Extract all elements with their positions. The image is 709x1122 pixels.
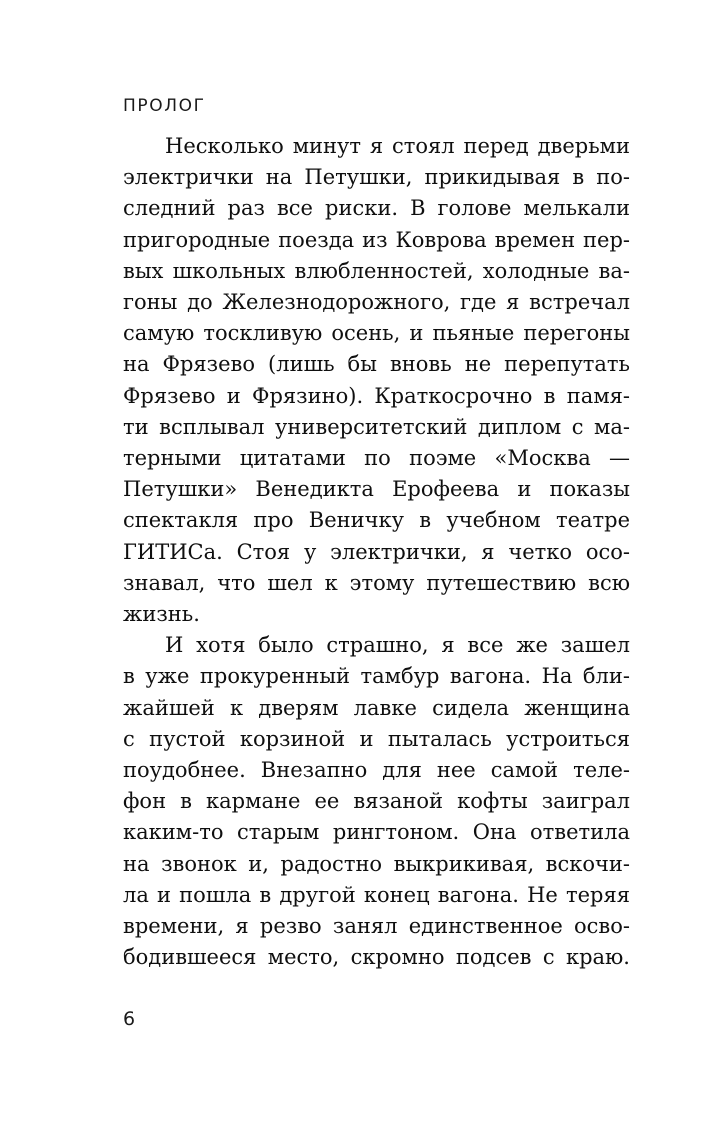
chapter-header: ПРОЛОГ xyxy=(123,96,206,116)
text-line: И хотя было страшно, я все же зашел xyxy=(165,633,630,658)
text-line: на звонок и, радостно выкрикивая, вскочи- xyxy=(123,851,630,876)
page-number: 6 xyxy=(123,1008,136,1030)
text-line: следний раз все риски. В голове мелькали xyxy=(123,196,630,221)
text-line: ГИТИСа. Стоя у электрички, я четко осо- xyxy=(123,539,630,564)
text-line: пригородные поезда из Коврова времен пер- xyxy=(123,227,630,252)
text-line: Фрязево и Фрязино). Краткосрочно в памя- xyxy=(123,383,630,408)
text-line: фон в кармане ее вязаной кофты заиграл xyxy=(123,789,630,814)
text-line: вых школьных влюбленностей, холодные ва- xyxy=(123,258,630,283)
paragraph xyxy=(123,131,630,630)
text-line: в уже прокуренный тамбур вагона. На бли- xyxy=(123,664,630,689)
text-line: спектакля про Веничку в учебном театре xyxy=(123,508,630,533)
text-line: терными цитатами по поэме «Москва — xyxy=(123,446,630,471)
text-line: жайшей к дверям лавке сидела женщина xyxy=(123,695,630,720)
text-line: времени, я резво занял единственное осво- xyxy=(123,914,630,939)
text-line: Петушки» Венедикта Ерофеева и показы xyxy=(123,477,630,502)
text-line: знавал, что шел к этому путешествию всю xyxy=(123,570,630,595)
text-line: поудобнее. Внезапно для нее самой теле- xyxy=(123,758,630,783)
text-line: ти всплывал университетский диплом с ма- xyxy=(123,414,630,439)
text-line: жизнь. xyxy=(123,602,200,627)
text-line: Несколько минут я стоял перед дверьми xyxy=(165,134,630,158)
paragraph xyxy=(123,630,630,973)
text-line: на Фрязево (лишь бы вновь не перепутать xyxy=(123,352,630,377)
text-line: электрички на Петушки, прикидывая в по- xyxy=(123,165,630,190)
text-line: с пустой корзиной и пыталась устроиться xyxy=(123,726,630,751)
body-text xyxy=(123,131,630,973)
text-line: каким-то старым рингтоном. Она ответила xyxy=(123,820,630,845)
text-line: самую тоскливую осень, и пьяные перегоны xyxy=(123,321,630,346)
text-line: гоны до Железнодорожного, где я встречал xyxy=(123,290,630,315)
text-line: бодившееся место, скромно подсев с краю. xyxy=(123,945,630,970)
text-line: ла и пошла в другой конец вагона. Не теряя xyxy=(123,882,630,907)
